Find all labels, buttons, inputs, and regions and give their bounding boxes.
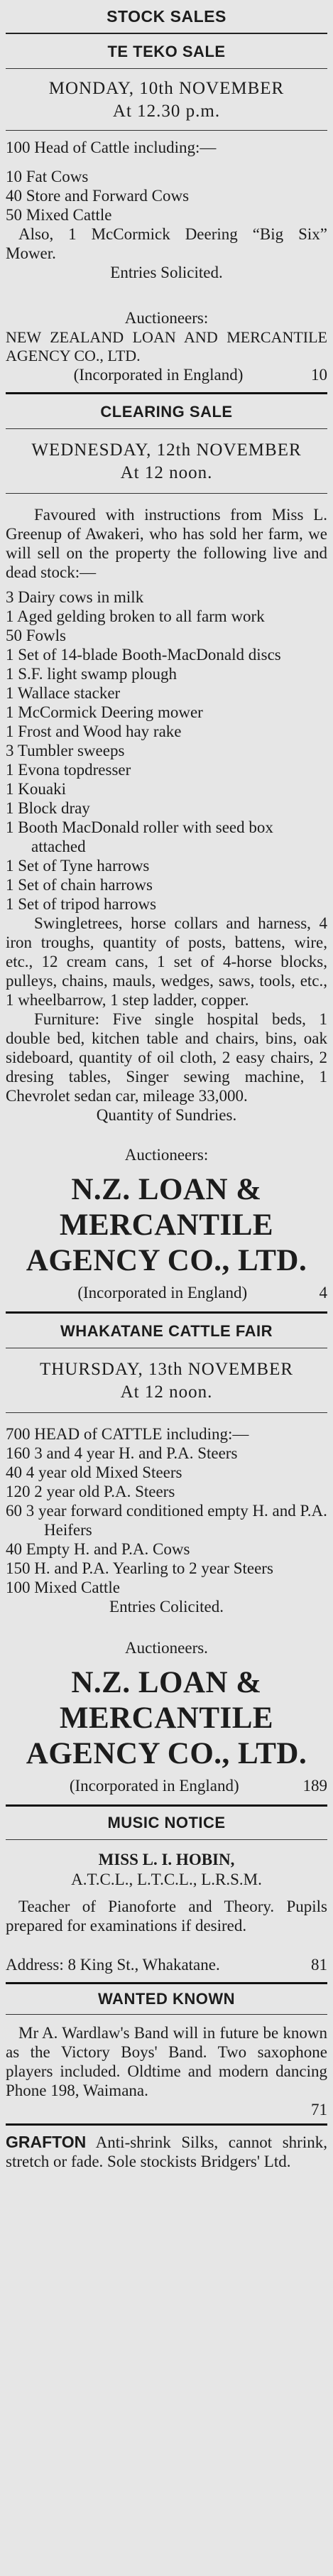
teteko-ad [6,43,327,385]
clearing-heading: CLEARING SALE [100,403,233,421]
divider [6,1839,327,1840]
clearing-sundries: Swingletrees, horse collars and harness, 4 iron troughs, quantity of posts, battens, wire, etc., 12 cream cans, 1 set of 4-horse blocks, pulleys, chains, mauls, wedges, saws, tools, etc., 1 wheelbarrow, 1 step ladder, copper. [6,914,327,1009]
divider [6,68,327,69]
divider [6,33,327,34]
page-title: STOCK SALES [107,7,226,26]
music-ad [6,1814,327,1975]
list-item: 40 Empty H. and P.A. Cows [6,1540,190,1558]
list-item: 1 S.F. light swamp plough [6,665,177,683]
list-item: 50 Fowls [6,627,66,644]
clearing-quantity: Quantity of Sundries. [96,1106,237,1124]
ad-ref-number: 4 [319,1284,327,1301]
list-item: 60 3 year forward conditioned empty H. and P.A. Heifers [6,1502,327,1539]
agency-logo-line-1: N.Z. LOAN & MERCANTILE [59,1666,274,1735]
music-qualifications: A.T.C.L., L.T.C.L., L.R.S.M. [71,1871,262,1888]
list-item: 120 2 year old P.A. Steers [6,1483,175,1500]
list-item: 1 Wallace stacker [6,684,121,702]
list-item: 50 Mixed Cattle [6,206,112,224]
clearing-ad [6,403,327,1303]
list-item: 1 Block dray [6,799,90,817]
wanted-heading: WANTED KNOWN [98,1990,235,2008]
list-item: 1 Set of tripod harrows [6,895,157,913]
wanted-text: Mr A. Wardlaw's Band will in future be known as the Victory Boys' Band. Two saxophone players included. Oldtime and modern dancing Phone 198, Waimana. [6,2024,327,2099]
divider [6,1311,327,1314]
whakatane-ad [6,1322,327,1796]
list-item: 1 Set of chain harrows [6,876,153,894]
list-item: 1 McCormick Deering mower [6,703,203,721]
divider [6,428,327,429]
music-heading: MUSIC NOTICE [107,1814,226,1831]
teteko-agency: NEW ZEALAND LOAN AND MERCANTILE AGENCY CO., LTD. [6,328,327,364]
music-footer [6,1955,327,1975]
music-address: Address: 8 King St., Whakatane. [6,1956,220,1974]
teteko-time: At 12.30 p.m. [112,102,221,121]
music-text: Teacher of Pianoforte and Theory. Pupils prepared for examinations if desired. [6,1898,327,1934]
list-item: 1 Aged gelding broken to all farm work [6,607,265,625]
divider [6,1804,327,1807]
divider [6,1412,327,1413]
divider [6,130,327,131]
incorporated-note: (Incorporated in England) [77,1284,248,1301]
teteko-date: MONDAY, 10th NOVEMBER [48,79,285,98]
whakatane-heading: WHAKATANE CATTLE FAIR [60,1322,273,1340]
whakatane-date: THURSDAY, 13th NOVEMBER [39,1360,294,1379]
divider [6,1982,327,1984]
auctioneers-label: Auctioneers. [125,1639,208,1657]
agency-logo-line-2: AGENCY CO., LTD. [26,1244,307,1277]
list-item: 3 Dairy cows in milk [6,588,144,606]
incorporated-note: (Incorporated in England) [69,1777,239,1795]
divider [6,2123,327,2126]
teteko-heading: TE TEKO SALE [107,43,226,60]
list-item: 1 Booth MacDonald roller with seed box attached [6,818,273,855]
whakatane-entries: Entries Colicited. [109,1598,224,1616]
whakatane-time: At 12 noon. [120,1382,213,1402]
music-teacher-name: MISS L. I. HOBIN, [98,1851,235,1868]
divider [6,2014,327,2015]
teteko-footer [6,365,327,385]
teteko-entries: Entries Solicited. [110,264,223,281]
divider [6,392,327,394]
list-item: 10 Fat Cows [6,168,89,185]
list-item: 160 3 and 4 year H. and P.A. Steers [6,1444,238,1462]
list-item: 150 H. and P.A. Yearling to 2 year Steers [6,1559,273,1577]
clearing-furniture: Furniture: Five single hospital beds, 1 double bed, kitchen table and chairs, bins, oak sideboard, quantity of oil cloth, 2 easy chairs, 2 dresing tables, Singer sewing machine, 1 Chevrolet sedan car, mileage 33,000. [6,1010,327,1105]
agency-logo-line-2: AGENCY CO., LTD. [26,1737,307,1770]
auctioneers-label: Auctioneers: [124,1146,209,1164]
wanted-ad [6,1990,327,2119]
list-item: 1 Kouaki [6,780,66,798]
grafton-brand: GRAFTON [6,2133,87,2151]
clearing-items-list [6,588,327,914]
grafton-text: Anti-shrink Silks, cannot shrink, stretch or fade. Sole stockists Bridgers' Ltd. [6,2133,327,2170]
list-item: 40 Store and Forward Cows [6,187,190,205]
whakatane-intro: 700 HEAD of CATTLE including:— [6,1425,249,1443]
ad-ref-number: 10 [311,366,327,384]
list-item: 1 Evona topdresser [6,761,131,779]
teteko-intro: 100 Head of Cattle including:— [6,139,217,156]
divider [6,493,327,494]
ad-ref-number: 81 [311,1956,327,1974]
list-item: 1 Frost and Wood hay rake [6,723,182,740]
list-item: 3 Tumbler sweeps [6,742,125,759]
clearing-time: At 12 noon. [120,463,213,482]
grafton-ad [6,2133,327,2171]
agency-logo-line-1: N.Z. LOAN & MERCANTILE [59,1173,274,1242]
auctioneers-label: Auctioneers: [124,309,209,327]
clearing-intro: Favoured with instructions from Miss L. Greenup of Awakeri, who has sold her farm, we will sell on the property the following live and dead stock:— [6,506,327,581]
ad-ref-number: 189 [302,1777,327,1795]
clearing-date: WEDNESDAY, 12th NOVEMBER [31,440,302,460]
whakatane-footer [6,1776,327,1796]
clearing-footer [6,1283,327,1303]
ad-ref-number: 71 [311,2101,327,2118]
incorporated-note: (Incorporated in England) [73,366,244,384]
list-item: 100 Mixed Cattle [6,1579,120,1596]
teteko-also: Also, 1 McCormick Deering “Big Six” Mower. [6,225,327,262]
list-item: 40 4 year old Mixed Steers [6,1463,182,1481]
list-item: 1 Set of Tyne harrows [6,857,150,875]
list-item: 1 Set of 14-blade Booth-MacDonald discs [6,646,281,664]
